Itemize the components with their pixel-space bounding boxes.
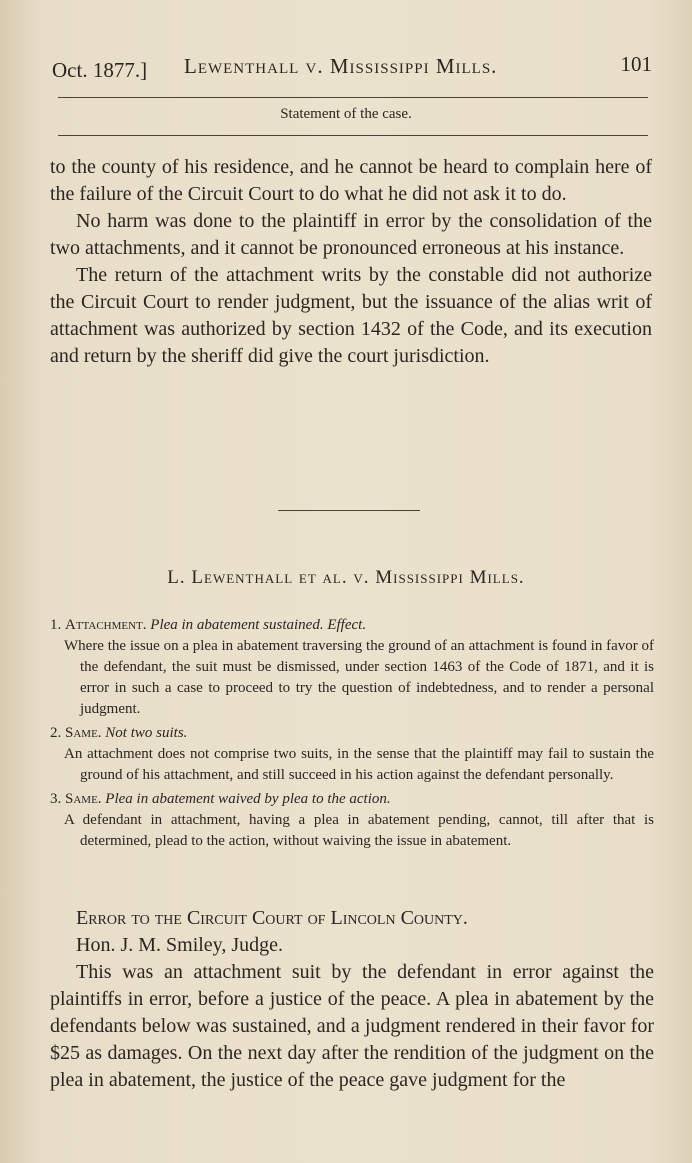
opening-text: [50, 154, 652, 370]
paragraph: to the county of his residence, and he cannot be heard to complain here of the failure of the Circuit Court to do what he did not ask it to do.: [50, 156, 652, 205]
headnote-text: An attachment does not comprise two suits, in the sense that the plaintiff may fail to sustain the ground of his attachment, and still succeed in his action against the defendant personally.: [64, 746, 654, 783]
headnote-topic: Same.: [65, 725, 102, 741]
judge-line: Hon. J. M. Smiley, Judge.: [76, 934, 284, 956]
headnotes: [50, 615, 654, 855]
subhead-rule: [58, 135, 648, 136]
section-divider: [278, 510, 420, 511]
paragraph: No harm was done to the plaintiff in error by the consolidation of the two attachments, and it cannot be pronounced erroneous at his instance.: [50, 210, 652, 259]
headnote-topic: Attachment.: [65, 617, 147, 633]
paragraph: This was an attachment suit by the defendant in error against the plaintiffs in error, before a justice of the peace. A plea in abatement by the defendants below was sustained, and a judgment rendered in their favor for $25 as damages. On the next day after the rendition of the judgment on the plea in abatement, the justice of the peace gave judgment for the: [50, 961, 654, 1091]
headnote: [50, 723, 654, 786]
headnote-text: A defendant in attachment, having a plea in abatement pending, cannot, till after that is determined, plead to the action, without waiving the issue in abatement.: [64, 812, 654, 849]
error-line: Error to the Circuit Court of Lincoln County.: [76, 907, 468, 929]
headnote-title: Plea in abatement sustained. Effect.: [150, 617, 367, 633]
headnote: [50, 615, 654, 720]
header-rule: [58, 97, 648, 98]
headnote-topic: Same.: [65, 791, 102, 807]
headnote-number: 3.: [50, 791, 62, 807]
header-date: Oct. 1877.]: [52, 58, 148, 82]
section-subhead: Statement of the case.: [280, 106, 412, 122]
headnote: [50, 789, 654, 852]
headnote-number: 2.: [50, 725, 62, 741]
headnote-title: Plea in abatement waived by plea to the action.: [105, 791, 391, 807]
case-title: L. Lewenthall et al. v. Mississippi Mills.: [167, 567, 525, 588]
case-statement: [50, 905, 654, 1094]
paragraph: The return of the attachment writs by the constable did not authorize the Circuit Court to render judgment, but the issuance of the alias writ of attachment was authorized by section 1432 of the Code, and its execution and return by the sheriff did give the court jurisdiction.: [50, 264, 652, 367]
headnote-number: 1.: [50, 617, 62, 633]
header-case-name: Lewenthall v. Mississippi Mills.: [184, 54, 498, 78]
headnote-title: Not two suits.: [105, 725, 188, 741]
headnote-text: Where the issue on a plea in abatement traversing the ground of an attachment is found in favor of the defendant, the suit must be dismissed, under section 1463 of the Code of 1871, and it is error in such a case to proceed to try the question of indebtedness, and to render a personal judgment.: [64, 638, 654, 717]
page-number: 101: [620, 52, 652, 76]
running-header: [52, 52, 652, 84]
